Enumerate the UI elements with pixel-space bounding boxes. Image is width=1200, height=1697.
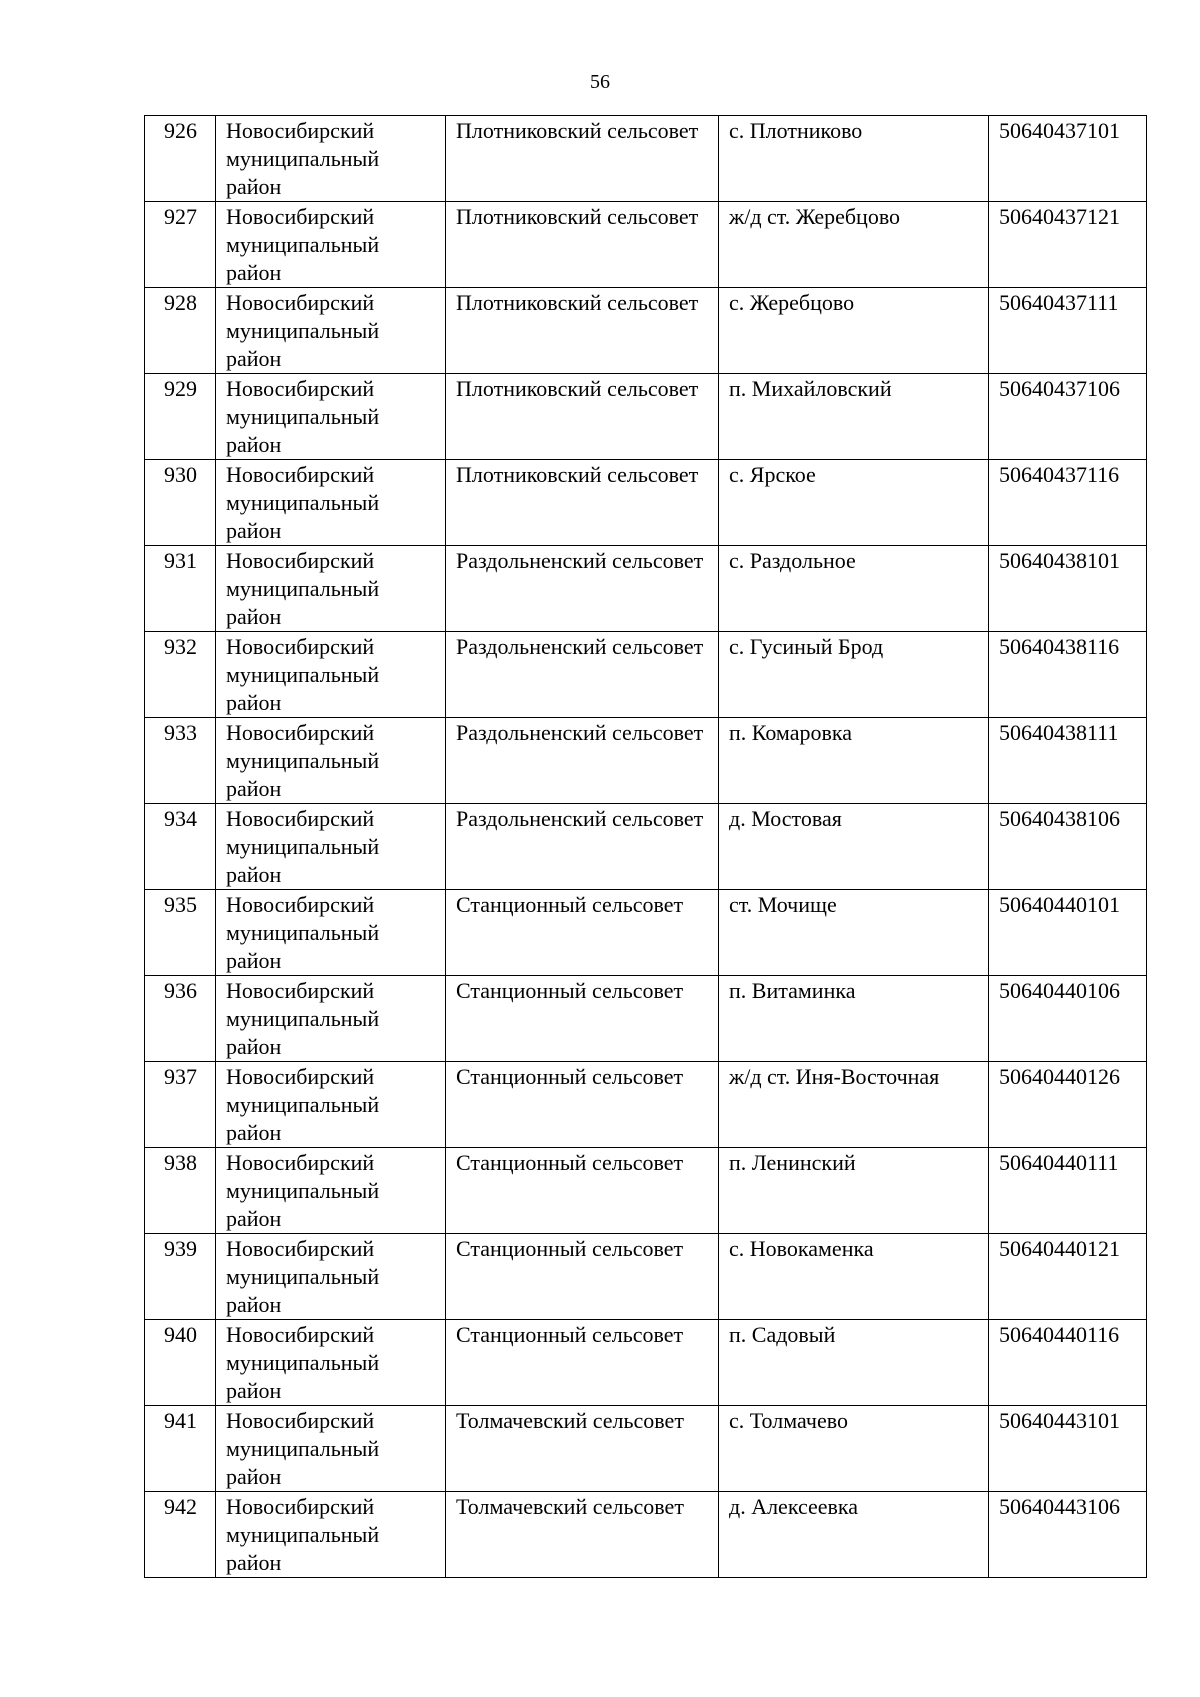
- row-number: 939: [145, 1234, 216, 1320]
- code-cell: 50640440121: [989, 1234, 1147, 1320]
- code-cell: 50640437106: [989, 374, 1147, 460]
- council-cell: Плотниковский сельсовет: [446, 116, 719, 202]
- code-cell: 50640438106: [989, 804, 1147, 890]
- code-cell: 50640437101: [989, 116, 1147, 202]
- district-cell: Новосибирский муниципальный район: [216, 804, 446, 890]
- row-number: 934: [145, 804, 216, 890]
- row-number: 930: [145, 460, 216, 546]
- council-cell: Плотниковский сельсовет: [446, 202, 719, 288]
- district-cell: Новосибирский муниципальный район: [216, 288, 446, 374]
- district-cell: Новосибирский муниципальный район: [216, 202, 446, 288]
- council-cell: Раздольненский сельсовет: [446, 718, 719, 804]
- settlement-cell: с. Гусиный Брод: [719, 632, 989, 718]
- table-row: [145, 632, 1147, 718]
- settlement-cell: с. Раздольное: [719, 546, 989, 632]
- council-cell: Станционный сельсовет: [446, 976, 719, 1062]
- table-row: [145, 202, 1147, 288]
- council-cell: Станционный сельсовет: [446, 1062, 719, 1148]
- district-cell: Новосибирский муниципальный район: [216, 116, 446, 202]
- settlement-cell: с. Жеребцово: [719, 288, 989, 374]
- settlement-cell: п. Витаминка: [719, 976, 989, 1062]
- district-cell: Новосибирский муниципальный район: [216, 890, 446, 976]
- table-row: [145, 1320, 1147, 1406]
- district-cell: Новосибирский муниципальный район: [216, 1234, 446, 1320]
- row-number: 935: [145, 890, 216, 976]
- council-cell: Раздольненский сельсовет: [446, 632, 719, 718]
- row-number: 932: [145, 632, 216, 718]
- row-number: 927: [145, 202, 216, 288]
- council-cell: Станционный сельсовет: [446, 890, 719, 976]
- table-row: [145, 460, 1147, 546]
- settlement-cell: ст. Мочище: [719, 890, 989, 976]
- code-cell: 50640440126: [989, 1062, 1147, 1148]
- code-cell: 50640443106: [989, 1492, 1147, 1578]
- row-number: 942: [145, 1492, 216, 1578]
- district-cell: Новосибирский муниципальный район: [216, 374, 446, 460]
- settlement-cell: д. Мостовая: [719, 804, 989, 890]
- settlement-cell: с. Новокаменка: [719, 1234, 989, 1320]
- table-body: [145, 116, 1147, 1578]
- row-number: 938: [145, 1148, 216, 1234]
- table-row: [145, 718, 1147, 804]
- table-row: [145, 1406, 1147, 1492]
- council-cell: Станционный сельсовет: [446, 1234, 719, 1320]
- settlements-table: [144, 115, 1147, 1578]
- district-cell: Новосибирский муниципальный район: [216, 1148, 446, 1234]
- settlement-cell: п. Комаровка: [719, 718, 989, 804]
- council-cell: Станционный сельсовет: [446, 1320, 719, 1406]
- table-row: [145, 374, 1147, 460]
- row-number: 936: [145, 976, 216, 1062]
- table-row: [145, 116, 1147, 202]
- page-number: 56: [590, 71, 610, 93]
- code-cell: 50640438111: [989, 718, 1147, 804]
- settlement-cell: с. Толмачево: [719, 1406, 989, 1492]
- table-row: [145, 1234, 1147, 1320]
- district-cell: Новосибирский муниципальный район: [216, 718, 446, 804]
- council-cell: Толмачевский сельсовет: [446, 1492, 719, 1578]
- district-cell: Новосибирский муниципальный район: [216, 1062, 446, 1148]
- code-cell: 50640440116: [989, 1320, 1147, 1406]
- settlement-cell: с. Ярское: [719, 460, 989, 546]
- code-cell: 50640438116: [989, 632, 1147, 718]
- district-cell: Новосибирский муниципальный район: [216, 546, 446, 632]
- district-cell: Новосибирский муниципальный район: [216, 1492, 446, 1578]
- row-number: 926: [145, 116, 216, 202]
- code-cell: 50640440106: [989, 976, 1147, 1062]
- row-number: 928: [145, 288, 216, 374]
- code-cell: 50640443101: [989, 1406, 1147, 1492]
- code-cell: 50640437111: [989, 288, 1147, 374]
- table-row: [145, 288, 1147, 374]
- district-cell: Новосибирский муниципальный район: [216, 460, 446, 546]
- code-cell: 50640440111: [989, 1148, 1147, 1234]
- table-row: [145, 890, 1147, 976]
- table-row: [145, 804, 1147, 890]
- settlement-cell: д. Алексеевка: [719, 1492, 989, 1578]
- council-cell: Плотниковский сельсовет: [446, 288, 719, 374]
- row-number: 937: [145, 1062, 216, 1148]
- settlement-cell: п. Михайловский: [719, 374, 989, 460]
- table-row: [145, 1062, 1147, 1148]
- table-row: [145, 976, 1147, 1062]
- council-cell: Толмачевский сельсовет: [446, 1406, 719, 1492]
- code-cell: 50640440101: [989, 890, 1147, 976]
- row-number: 929: [145, 374, 216, 460]
- settlement-cell: ж/д ст. Жеребцово: [719, 202, 989, 288]
- council-cell: Плотниковский сельсовет: [446, 374, 719, 460]
- table-row: [145, 546, 1147, 632]
- settlement-cell: ж/д ст. Иня-Восточная: [719, 1062, 989, 1148]
- council-cell: Раздольненский сельсовет: [446, 546, 719, 632]
- council-cell: Раздольненский сельсовет: [446, 804, 719, 890]
- code-cell: 50640438101: [989, 546, 1147, 632]
- settlement-cell: п. Ленинский: [719, 1148, 989, 1234]
- council-cell: Станционный сельсовет: [446, 1148, 719, 1234]
- row-number: 931: [145, 546, 216, 632]
- row-number: 940: [145, 1320, 216, 1406]
- district-cell: Новосибирский муниципальный район: [216, 1406, 446, 1492]
- settlement-cell: с. Плотниково: [719, 116, 989, 202]
- row-number: 933: [145, 718, 216, 804]
- code-cell: 50640437116: [989, 460, 1147, 546]
- district-cell: Новосибирский муниципальный район: [216, 1320, 446, 1406]
- code-cell: 50640437121: [989, 202, 1147, 288]
- district-cell: Новосибирский муниципальный район: [216, 976, 446, 1062]
- row-number: 941: [145, 1406, 216, 1492]
- table-row: [145, 1492, 1147, 1578]
- table-row: [145, 1148, 1147, 1234]
- district-cell: Новосибирский муниципальный район: [216, 632, 446, 718]
- council-cell: Плотниковский сельсовет: [446, 460, 719, 546]
- settlement-cell: п. Садовый: [719, 1320, 989, 1406]
